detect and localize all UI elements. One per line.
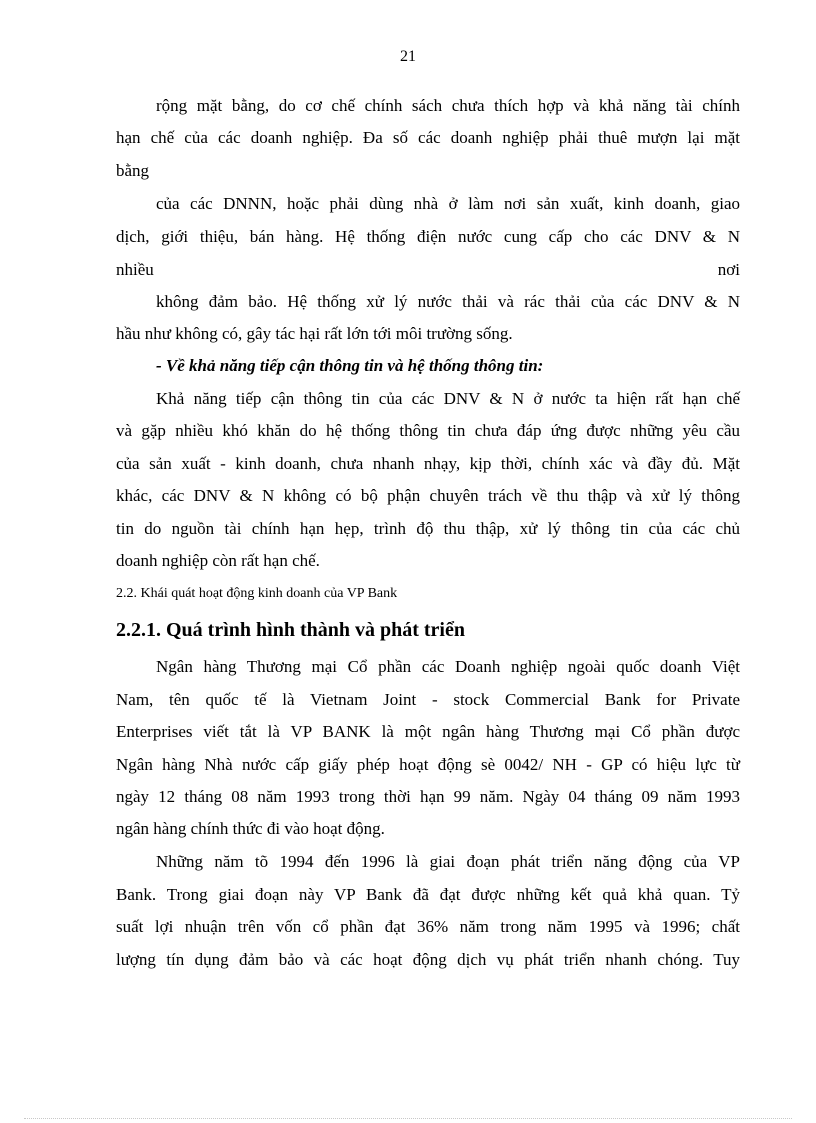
subheading: - Về khả năng tiếp cận thông tin và hệ thống thông tin: — [156, 356, 544, 375]
paragraph-line: Ngân hàng Nhà nước cấp giấy phép hoạt động sè 0042/ NH - GP có hiệu lực từ — [116, 755, 740, 774]
paragraph-word: nhiều — [116, 260, 154, 279]
paragraph-line: không đảm bảo. Hệ thống xử lý nước thải và rác thải của các DNV & N — [156, 292, 740, 311]
page-number: 21 — [400, 48, 416, 65]
paragraph-line: Ngân hàng Thương mại Cổ phần các Doanh nghiệp ngoài quốc doanh Việt — [156, 657, 740, 676]
section-heading-2-2: 2.2. Khái quát hoạt động kinh doanh của VP Bank — [116, 586, 398, 601]
paragraph-line: Bank. Trong giai đoạn này VP Bank đã đạt được những kết quả khả quan. Tỷ — [116, 885, 740, 904]
paragraph-line: Nam, tên quốc tế là Vietnam Joint - stock Commercial Bank for Private — [116, 690, 740, 709]
paragraph-line: của sản xuất - kinh doanh, chưa nhanh nhạy, kịp thời, chính xác và đầy đủ. Mặt — [116, 454, 740, 473]
paragraph-line — [116, 258, 740, 282]
paragraph-line: suất lợi nhuận trên vốn cổ phần đạt 36% năm trong năm 1995 và 1996; chất — [116, 917, 740, 936]
paragraph-line: doanh nghiệp còn rất hạn chế. — [116, 551, 320, 570]
paragraph-line: lượng tín dụng đảm bảo và các hoạt động dịch vụ phát triển nhanh chóng. Tuy — [116, 950, 740, 969]
section-heading-2-2-1: 2.2.1. Quá trình hình thành và phát triển — [116, 619, 465, 641]
paragraph-word: nơi — [717, 260, 740, 279]
paragraph-line: dịch, giới thiệu, bán hàng. Hệ thống điện nước cung cấp cho các DNV & N — [116, 227, 740, 246]
paragraph-line: bằng — [116, 161, 150, 180]
paragraph-line: hạn chế của các doanh nghiệp. Đa số các doanh nghiệp phải thuê mượn lại mặt — [116, 128, 740, 147]
paragraph-line: tin do nguồn tài chính hạn hẹp, trình độ thu thập, xử lý thông tin của các chủ — [116, 519, 740, 538]
paragraph-line: ngày 12 tháng 08 năm 1993 trong thời hạn 99 năm. Ngày 04 tháng 09 năm 1993 — [116, 787, 740, 806]
paragraph-line: rộng mặt bằng, do cơ chế chính sách chưa thích hợp và khả năng tài chính — [156, 96, 740, 115]
page-bottom-border — [24, 1118, 792, 1119]
paragraph-line: của các DNNN, hoặc phải dùng nhà ở làm nơi sản xuất, kinh doanh, giao — [156, 194, 740, 213]
paragraph-line: khác, các DNV & N không có bộ phận chuyên trách về thu thập và xử lý thông — [116, 486, 740, 505]
paragraph-line: Enterprises viết tắt là VP BANK là một ngân hàng Thương mại Cổ phần được — [116, 722, 740, 741]
paragraph-line: ngân hàng chính thức đi vào hoạt động. — [116, 819, 385, 838]
paragraph-line: và gặp nhiều khó khăn do hệ thống thông tin chưa đáp ứng được những yêu cầu — [116, 421, 740, 440]
paragraph-line: hầu như không có, gây tác hại rất lớn tới môi trường sống. — [116, 324, 513, 343]
paragraph-line: Những năm tõ 1994 đến 1996 là giai đoạn phát triển năng động của VP — [156, 852, 740, 871]
paragraph-line: Khả năng tiếp cận thông tin của các DNV & N ở nước ta hiện rất hạn chế — [156, 389, 740, 408]
